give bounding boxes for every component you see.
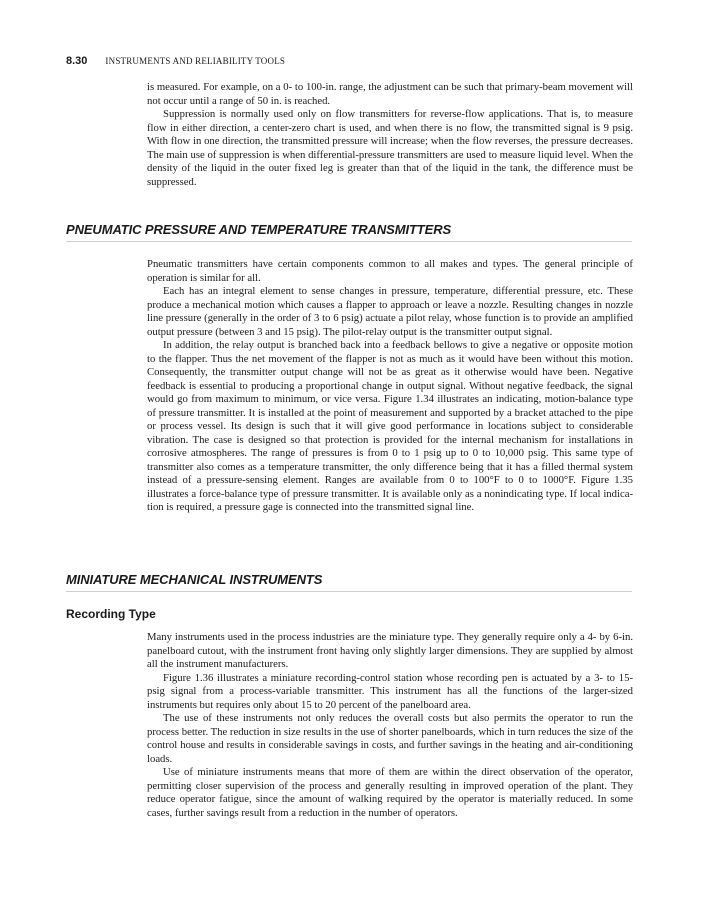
paragraph: Suppression is normally used only on flow transmitters for reverse-flow applications. That is, to measure flow in either direction, a center-zero chart is used, and when there is no flow, the transmitted signal is 9 psig. With flow in one direction, the transmitted pressure will increase; when the flow reverses, the pressure decreases. The main use of suppression is when differential-pressure transmitters are used to measure liquid level. When the density of the liquid in the outer fixed leg is greater than that of the liquid in the tank, the difference must be suppressed. [147, 108, 633, 188]
paragraph: Many instruments used in the process industries are the miniature type. They generally require only a 4- by 6-in. panelboard cutout, with the instrument front having only slightly larger dimensions. They are supplied by almost all the instrument manufacturers. [147, 631, 633, 670]
paragraph: Each has an integral element to sense changes in pressure, temperature, differential pressure, etc. These produce a mechanical motion which causes a flapper to approach or leave a nozzle. Resulting changes in nozzle line pressure (generally in the order of 3 to 6 psig) actuate a pilot relay, whose function is to provide an amplified output pressure (between 3 and 15 psig). The pilot-relay output is the transmitter output signal. [147, 285, 633, 338]
paragraph: is measured. For example, on a 0- to 100-in. range, the adjustment can be such that primary-beam movement will not occur until a range of 50 in. is reached. [147, 81, 633, 107]
miniature-instruments-text [147, 631, 633, 820]
pneumatic-transmitters-text [147, 258, 633, 515]
intro-text [147, 81, 633, 189]
section-heading-miniature-instruments: MINIATURE MECHANICAL INSTRUMENTS [66, 572, 632, 592]
page-number: 8.30 [66, 55, 88, 67]
running-header [66, 51, 285, 65]
paragraph: Pneumatic transmitters have certain components common to all makes and types. The general principle of operation is similar for all. [147, 258, 633, 284]
paragraph: In addition, the relay output is branched back into a feedback bellows to give a negative or opposite motion to the flapper. Thus the net movement of the flapper is not as much as it would have been without this motion. Consequently, the transmitter output change will not be as great as it otherwise would have been. Negative feedback is essential to producing a proportional change in output signal. Without negative feedback, the signal would go from maximum to minimum, or vice versa. Figure 1.34 illustrates an indicating, motion-balance type of pressure transmitter. It is installed at the point of measurement and supported by a bracket attached to the pipe or process vessel. Its design is such that it will give good performance in locations subject to considerable vibration. The case is designed so that protection is provided for the internal mechanism for installations in corrosive atmospheres. The range of pressures is from 0 to 1 psig up to 0 to 10,000 psig. This same type of transmitter also comes as a temperature transmitter, the only difference being that it has a filled thermal system instead of a pressure-sensing element. Ranges are available from 0 to 100°F to 0 to 1000°F. Figure 1.35 illustrates a force-balance type of pressure transmitter. It is available only as a nonindicating type. If local indication is required, a pressure gage is connected into the transmitted signal line. [147, 339, 633, 513]
paragraph: Use of miniature instruments means that more of them are within the direct observation of the operator, permitting closer supervision of the process and generally resulting in improved operation of the plant. They reduce operator fatigue, since the amount of walking required by the operator is materially reduced. In some cases, further savings result from a reduction in the number of operators. [147, 766, 633, 819]
running-title: INSTRUMENTS AND RELIABILITY TOOLS [105, 56, 286, 66]
section-heading-pneumatic-transmitters: PNEUMATIC PRESSURE AND TEMPERATURE TRANSMITTERS [66, 222, 632, 242]
paragraph: Figure 1.36 illustrates a miniature recording-control station whose recording pen is actuated by a 3- to 15-psig signal from a process-variable transmitter. This instrument has all the functions of the larger-sized instruments but requires only about 15 to 20 percent of the panelboard area. [147, 671, 633, 711]
subheading-recording-type: Recording Type [66, 607, 156, 621]
paragraph: The use of these instruments not only reduces the overall costs but also permits the operator to run the process better. The reduction in size results in the use of shorter panelboards, which in turn reduces the size of the control house and results in considerable savings in costs, and further savings in the heating and air-conditioning loads. [147, 712, 633, 765]
